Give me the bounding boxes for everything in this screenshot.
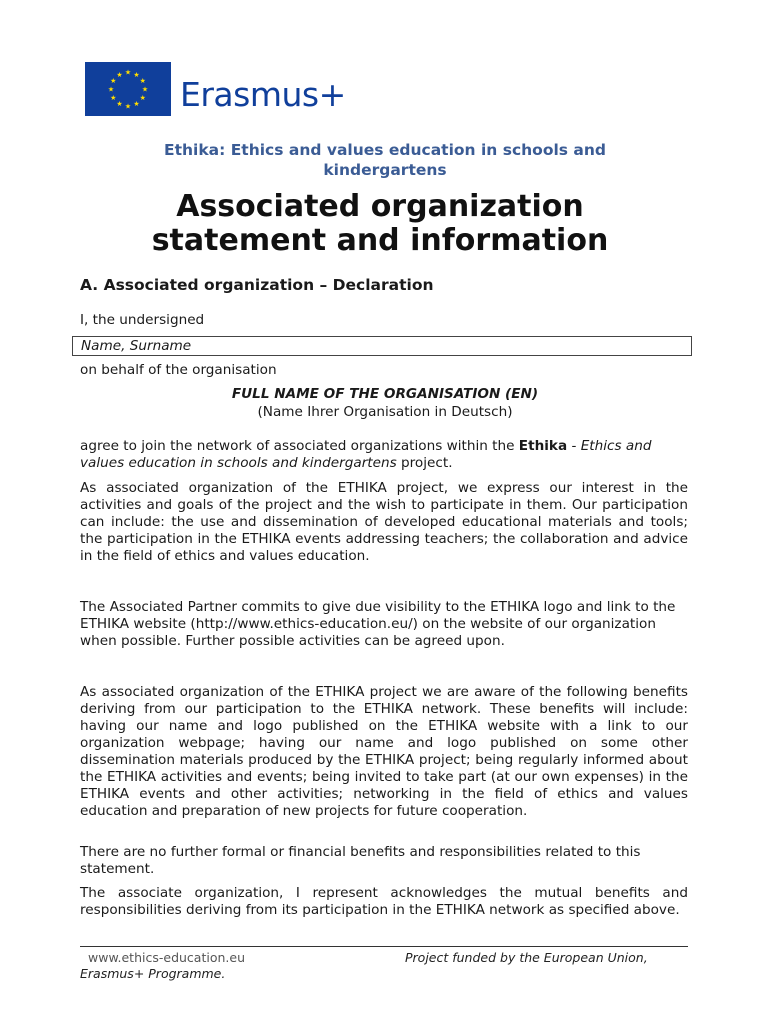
paragraph-no-further: There are no further formal or financial benefits and responsibilities related to this statement. [80,844,641,877]
organisation-full-name: FULL NAME OF THE ORGANISATION (EN) [231,386,539,402]
eu-star-icon: ★ [110,94,117,102]
erasmus-wordmark: Erasmus+ [180,75,346,114]
eu-star-icon: ★ [110,77,117,85]
eu-star-icon: ★ [139,77,146,85]
footer-funded: Project funded by the European Union, [405,950,648,965]
eu-star-icon: ★ [139,94,146,102]
on-behalf-text: on behalf of the organisation [80,362,277,378]
organisation-name-german: (Name Ihrer Organisation in Deutsch) [257,404,513,420]
eu-star-icon: ★ [124,102,132,111]
eu-star-icon: ★ [116,70,123,79]
eu-star-icon: ★ [116,100,123,109]
eu-star-icon: ★ [133,100,140,109]
project-subtitle: Ethika: Ethics and values education in schools and kindergartens [164,141,606,179]
name-placeholder: Name, Surname [81,338,192,354]
eu-star-icon: ★ [133,70,140,79]
erasmus-logo [85,62,375,122]
agree-text: agree to join the network of associated organizations within the Ethika - Ethics and values education in schools and kindergartens project. [80,438,652,471]
footer-divider [80,946,688,947]
undersigned-text: I, the undersigned [80,312,205,328]
paragraph-acknowledge: The associate organization, I represent acknowledges the mutual benefits and responsibilities deriving from its participation in the ETHIKA network as specified above. [80,885,688,918]
paragraph-visibility: The Associated Partner commits to give due visibility to the ETHIKA logo and link to the ETHIKA website (http://www.ethics-education.eu/) on the website of our organization when possible. Further possible activities can be agreed upon. [80,599,676,649]
name-surname-field[interactable] [72,336,692,356]
eu-star-icon: ★ [124,68,132,77]
page-title: Associated organization statement and information [151,189,609,258]
paragraph-interest: As associated organization of the ETHIKA project, we express our interest in the activities and goals of the project and the wish to participate in them. Our participation can include: the use and dissemination of developed educational materials and tools; the participation in the ETHIKA events addressing teachers; the collaboration and advice in the field of ethics and values education. [80,480,688,564]
eu-flag-icon [85,62,171,116]
paragraph-benefits: As associated organization of the ETHIKA project we are aware of the following benefits deriving from our participation to the ETHIKA network. These benefits will include: having our name and logo published on the ETHIKA website with a link to our organization webpage; having our name and logo published on some other dissemination materials produced by the ETHIKA project; being regularly informed about the ETHIKA activities and events; being invited to take part (at our own expenses) in the ETHIKA events and other activities; networking in the field of ethics and values education and preparation of new projects for future cooperation. [80,684,688,819]
eu-star-icon: ★ [107,85,115,94]
footer-programme: Erasmus+ Programme. [80,966,226,981]
footer-website: www.ethics-education.eu [88,950,245,965]
section-heading: A. Associated organization – Declaration [80,276,434,294]
eu-star-icon: ★ [141,85,149,94]
